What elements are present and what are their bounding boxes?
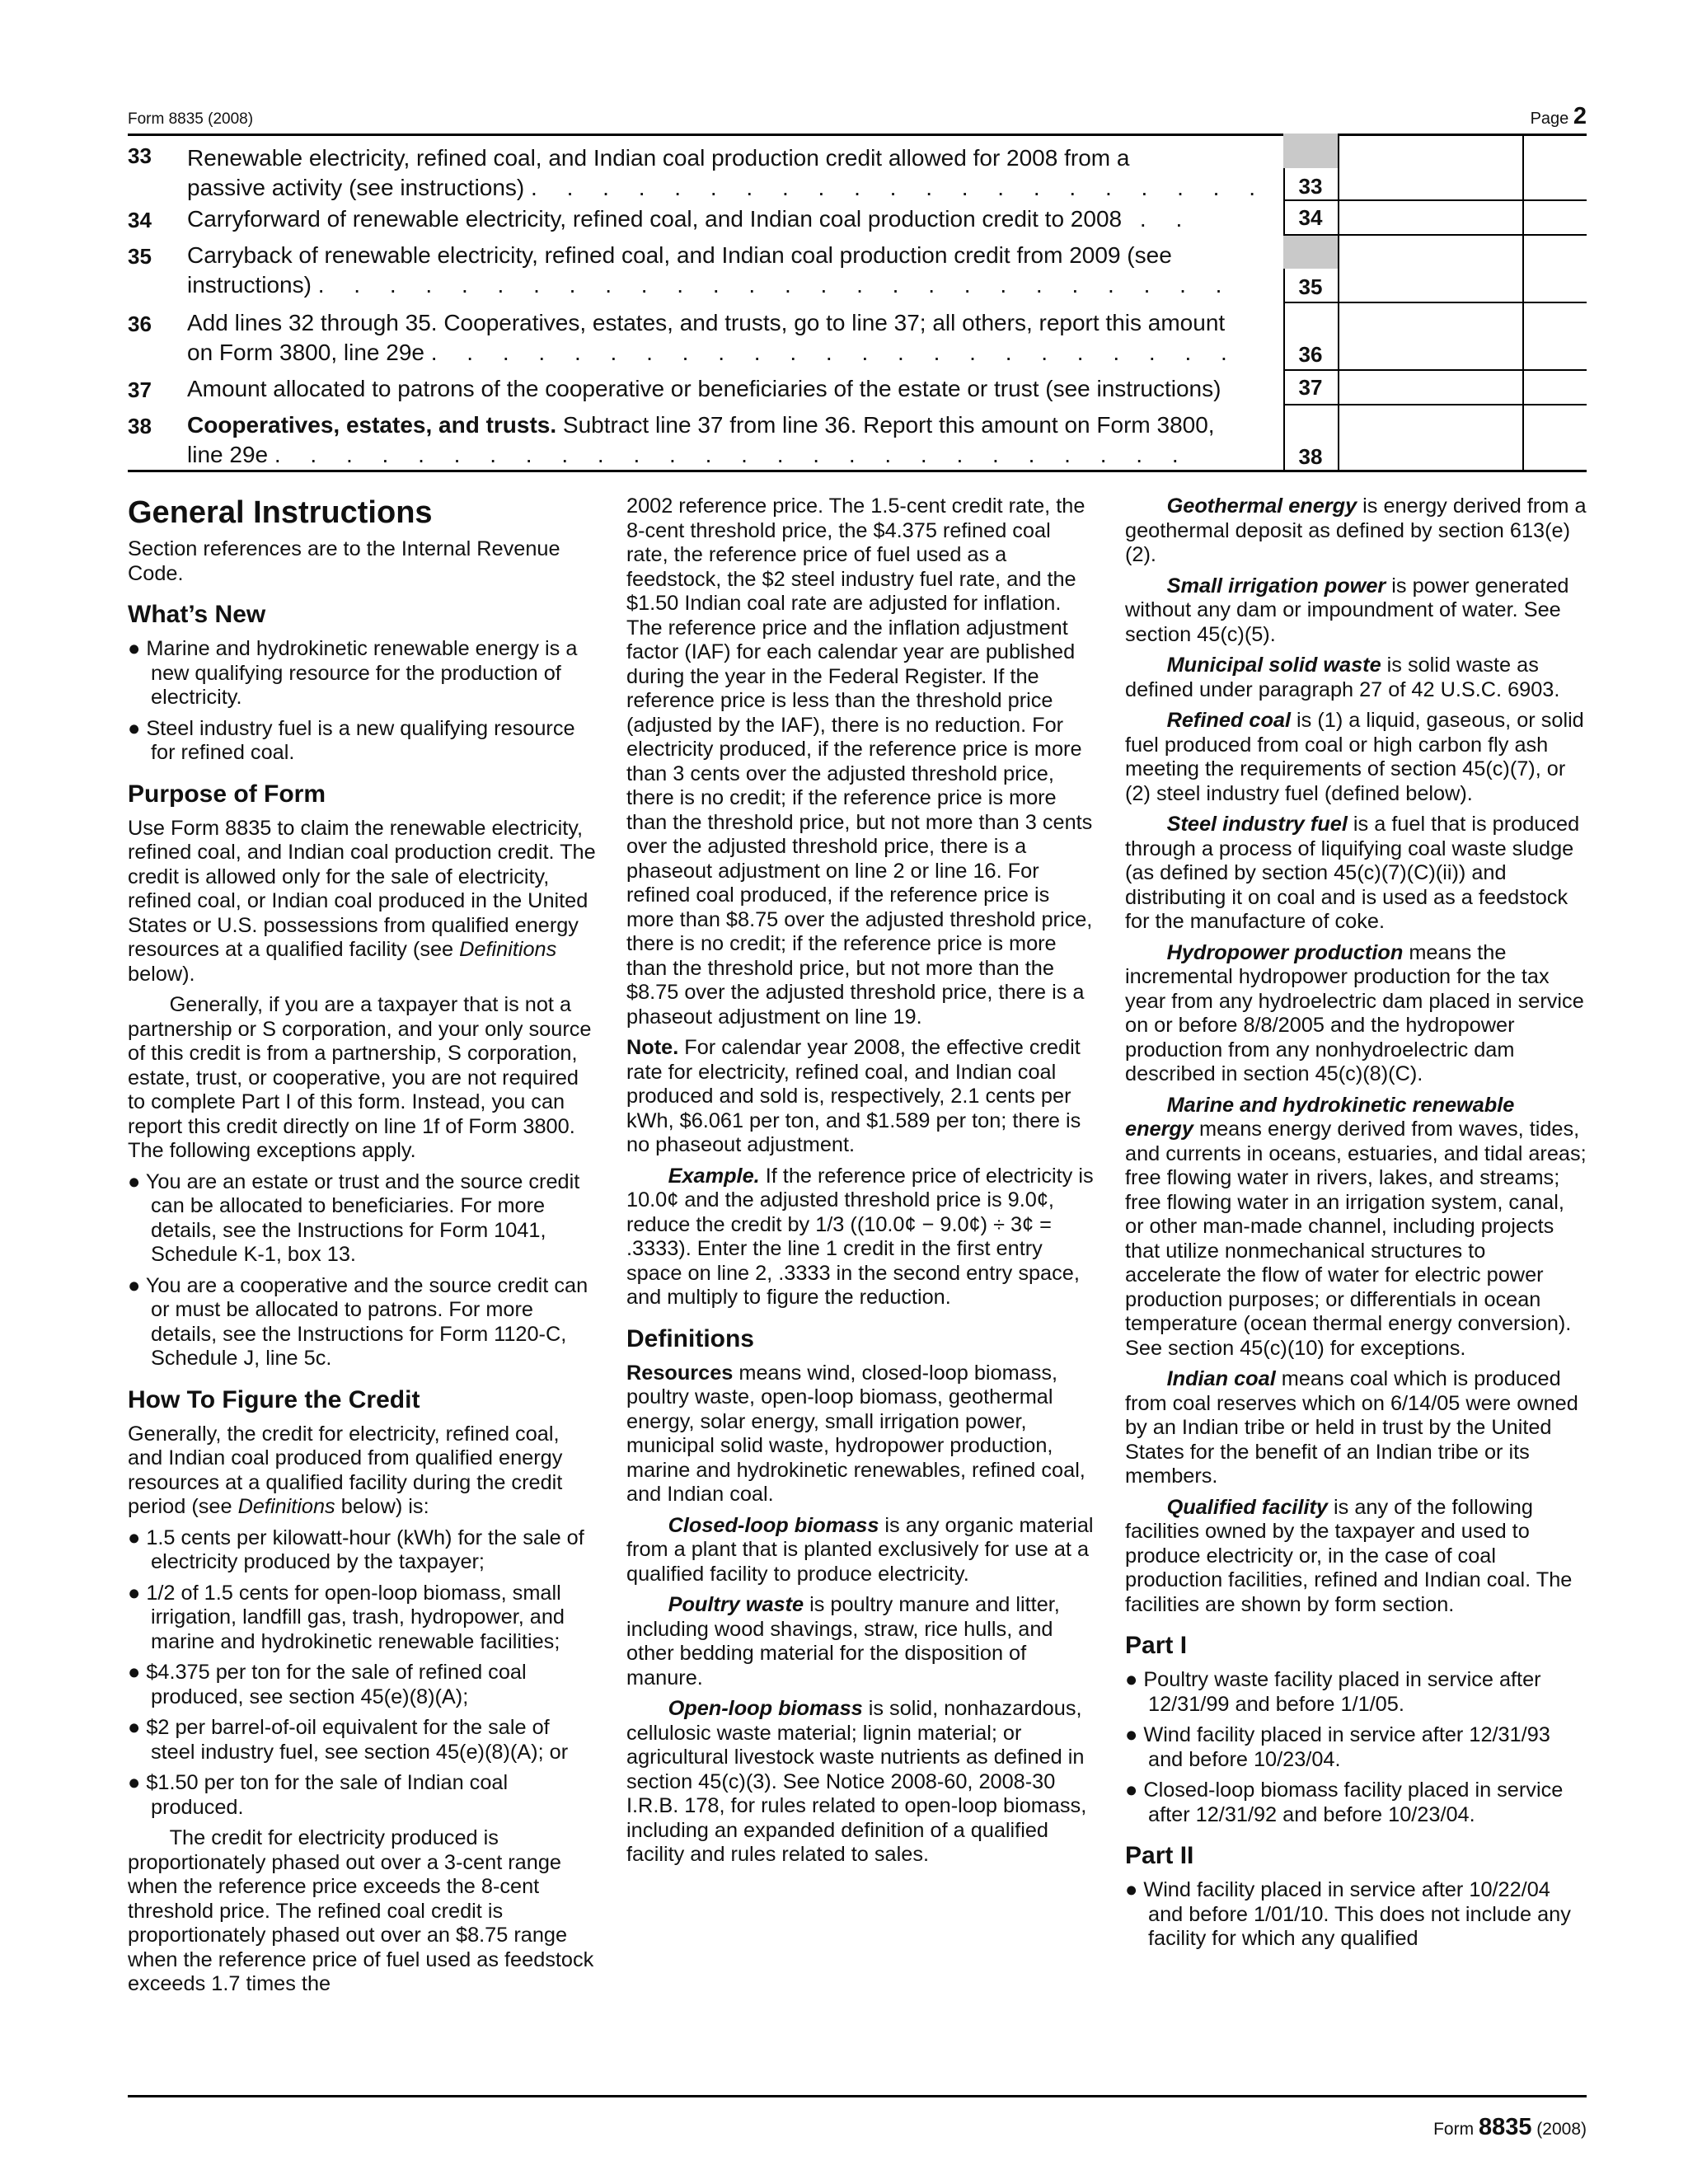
line-box-34: 34 — [1283, 201, 1338, 236]
definitions-heading: Definitions — [626, 1324, 754, 1352]
line-box-38: 38 — [1298, 444, 1323, 469]
amount-field-36[interactable] — [1338, 303, 1587, 371]
line-number: 37 — [128, 377, 152, 402]
purpose-heading: Purpose of Form — [128, 780, 326, 808]
phaseout-text: 2002 reference price. The 1.5-cent credit rate, the 8-cent threshold price, the $4.375 refined coal rate, the reference price of fuel used as a feedstock, the $2 steel industry fuel rate, and the $1.50 Indian coal rate are adjusted for inflation. The reference price and the inflation adjustment factor (IAF) for each calendar year are published during the year in the Federal Register. If the reference price is less than the threshold price (adjusted by the IAF), there is no reduction. For electricity produced, if the reference price is more than 3 cents over the adjusted threshold price, there is no credit; if the reference price is more than the threshold price, but not more than 3 cents over the adjusted threshold price, there is a phaseout adjustment on line 2 or line 16. For refined coal produced, if the reference price is more than $8.75 over the adjusted threshold price, there is no credit; if the reference price is more than the threshold price, but not more than the $8.75 over the adjusted threshold price, there is a phaseout adjustment on line 19. — [626, 494, 1093, 1029]
whats-new-item: ● Marine and hydrokinetic renewable energy is a new qualifying resource for the production of electricity. — [128, 637, 578, 709]
line-text: Renewable electricity, refined coal, and Indian coal production credit allowed for 2008 from a passive activity (see instructions) . . . . . . . . . . . . . . . . . . . . . — [187, 145, 1267, 200]
definition-steel-fuel: Steel industry fuel is a fuel that is produced through a process of liquifying coal waste sludge (as defined by section 45(c)(7)(C)(ii)) and distributing it on coal and is used as a feedstock for the manufacture of coke. — [1125, 813, 1580, 933]
part-i-item: ● Poultry waste facility placed in service after 12/31/99 and before 1/1/05. — [1125, 1668, 1541, 1716]
definition-closed-loop: Closed-loop biomass is any organic material from a plant that is planted exclusively for use at a qualified facility to produce electricity. — [626, 1513, 1094, 1586]
part-ii-heading: Part II — [1125, 1842, 1194, 1869]
shaded-cell — [1283, 134, 1338, 168]
credit-rate-item: ● 1.5 cents per kilowatt-hour (kWh) for the sale of electricity produced by the taxpayer; — [128, 1526, 584, 1573]
part-i-item: ● Closed-loop biomass facility placed in service after 12/31/92 and before 10/23/04. — [1125, 1779, 1564, 1826]
definition-hydropower: Hydropower production means the incremental hydropower production for the tax year from any hydroelectric dam placed in service on or before 8/8/2005 and the hydropower production from any nonhydroelectric dam described in section 45(c)(8)(C). — [1125, 940, 1584, 1085]
amount-field-38[interactable] — [1338, 405, 1587, 470]
part-i-heading: Part I — [1125, 1632, 1188, 1659]
exception-item: ● You are a cooperative and the source credit can or must be allocated to patrons. For more details, see the Instructions for Form 1120-C, Schedule J, line 5c. — [128, 1273, 588, 1370]
footer-form-label: Form 8835 (2008) — [1433, 2114, 1587, 2140]
page-number-label: Page 2 — [1530, 103, 1587, 129]
line-text: Cooperatives, estates, and trusts. Subtract line 37 from line 36. Report this amount on Form 3800, line 29e . . . . . . . . . . . . . . . . . . . . . . . . . . — [187, 412, 1215, 467]
definition-qualified-facility: Qualified facility is any of the following facilities owned by the taxpayer and used to produce electricity or, in the case of coal production facilities, refined and Indian coal. The facilities are shown by form section. — [1125, 1495, 1573, 1616]
credit-rate-item: ● $2 per barrel-of-oil equivalent for the sale of steel industry fuel, see section 45(e)(8)(A); or — [128, 1716, 569, 1764]
whats-new-item: ● Steel industry fuel is a new qualifying resource for refined coal. — [128, 716, 575, 764]
figure-text: The credit for electricity produced is proportionately phased out over a 3-cent range when the reference price exceeds the 8-cent threshold price. The refined coal credit is proportionately phased out over an $8.75 range when the reference price of fuel used as feedstock exceeds 1.7 times the — [128, 1826, 594, 1995]
amount-field-34[interactable] — [1338, 201, 1587, 236]
amount-field-35[interactable] — [1338, 236, 1587, 303]
line-text: Carryback of renewable electricity, refined coal, and Indian coal production credit from 2009 (see instructions) . . . . . . . . . . . . . . . . . . . . . . . . . . — [187, 242, 1234, 298]
definition-small-irrigation: Small irrigation power is power generated without any dam or impoundment of water. See section 45(c)(5). — [1125, 574, 1569, 646]
part-i-item: ● Wind facility placed in service after 12/31/93 and before 10/23/04. — [1125, 1723, 1550, 1771]
line-text: Carryforward of renewable electricity, refined coal, and Indian coal production credit to 2008 . . — [187, 206, 1194, 232]
exception-item: ● You are an estate or trust and the source credit can be allocated to beneficiaries. For more details, see the Instructions for Form 1041, Schedule K-1, box 13. — [128, 1169, 580, 1266]
definition-resources: Resources means wind, closed-loop biomass, poultry waste, open-loop biomass, geothermal energy, solar energy, small irrigation power, municipal solid waste, hydropower production, marine and hydrokinetic renewables, refined coal, and Indian coal. — [626, 1361, 1085, 1506]
definition-indian-coal: Indian coal means coal which is produced from coal reserves which on 6/14/05 were owned by an Indian tribe or held in trust by the United States for the benefit of an Indian tribe or its members. — [1125, 1367, 1578, 1488]
column-1 — [128, 494, 598, 2004]
purpose-text: Use Form 8835 to claim the renewable electricity, refined coal, and Indian coal production credit. The credit is allowed only for the sale of electricity, refined coal, or Indian coal produced in the United States or U.S. possessions from qualified energy resources at a qualified facility (see Definitions below). — [128, 816, 596, 986]
line-number: 35 — [128, 244, 152, 269]
line-text: Add lines 32 through 35. Cooperatives, estates, and trusts, go to line 37; all others, report this amount on Form 3800, line 29e . . . . . . . . . . . . . . . . . . . . . . . — [187, 310, 1239, 365]
line-number: 36 — [128, 312, 152, 336]
general-instructions-heading: General Instructions — [128, 495, 433, 530]
form-lines — [128, 134, 1587, 472]
definition-poultry-waste: Poultry waste is poultry manure and litter, including wood shavings, straw, rice hulls, and other bedding material for the disposition of manure. — [626, 1593, 1060, 1690]
line-box-35: 35 — [1283, 269, 1338, 303]
credit-rate-item: ● $4.375 per ton for the sale of refined coal produced, see section 45(e)(8)(A); — [128, 1661, 527, 1708]
page-header — [128, 99, 1587, 136]
line-number: 38 — [128, 414, 152, 438]
form-year-label: Form 8835 (2008) — [128, 110, 254, 128]
line-box-33: 33 — [1283, 168, 1338, 201]
amount-field-33[interactable] — [1338, 134, 1587, 201]
shaded-cell — [1283, 236, 1338, 269]
definition-refined-coal: Refined coal is (1) a liquid, gaseous, or solid fuel produced from coal or high carbon fly ash meeting the requirements of section 45(c)(7), or (2) steel industry fuel (defined below). — [1125, 709, 1584, 805]
purpose-text: Generally, if you are a taxpayer that is not a partnership or S corporation, and your only source of this credit is from a partnership, S corporation, estate, trust, or cooperative, you are not required to complete Part I of this form. Instead, you can report this credit directly on line 1f of Form 3800. The following exceptions apply. — [128, 993, 592, 1162]
page-footer — [128, 2095, 1587, 2147]
definition-open-loop: Open-loop biomass is solid, nonhazardous, cellulosic waste material; lignin material; or agricultural livestock waste nutrients as defined in section 45(c)(3). See Notice 2008-60, 2008-30 I.R.B. 178, for rules related to open-loop biomass, including an expanded definition of a qualified facility and rules related to sales. — [626, 1697, 1087, 1866]
column-2 — [626, 494, 1095, 1874]
definition-geothermal: Geothermal energy is energy derived from a geothermal deposit as defined by section 613(e)(2). — [1125, 494, 1587, 566]
column-3 — [1125, 494, 1587, 1958]
intro-text: Section references are to the Internal Revenue Code. — [128, 537, 560, 585]
definition-municipal-waste: Municipal solid waste is solid waste as defined under paragraph 27 of 42 U.S.C. 6903. — [1125, 654, 1560, 701]
amount-field-37[interactable] — [1338, 371, 1587, 405]
note-text: Note. For calendar year 2008, the effective credit rate for electricity, refined coal, and Indian coal produced and sold is, respectively, 2.1 cents per kWh, $6.061 per ton, and $1.589 per ton; there is no phaseout adjustment. — [626, 1036, 1081, 1156]
line-box-37: 37 — [1283, 371, 1338, 405]
line-number: 33 — [128, 143, 152, 168]
definition-marine-hydrokinetic: Marine and hydrokinetic renewable energy means energy derived from waves, tides, and currents in oceans, estuaries, and tidal areas; free flowing water in rivers, lakes, and streams; free flowing water in an irrigation system, canal, or other man-made channel, including projects that utilize nonmechanical structures to accelerate the flow of water for electric power production purposes; or differentials in ocean temperature (ocean thermal energy conversion). See section 45(c)(10) for exceptions. — [1125, 1093, 1587, 1360]
part-ii-item: ● Wind facility placed in service after 10/22/04 and before 1/01/10. This does not include any facility for which any qualified — [1125, 1878, 1571, 1950]
credit-rate-item: ● 1/2 of 1.5 cents for open-loop biomass, small irrigation, landfill gas, trash, hydropower, and marine and hydrokinetic renewable facilities; — [128, 1581, 565, 1653]
line-box-36: 36 — [1283, 336, 1338, 371]
line-number: 34 — [128, 208, 152, 232]
figure-text: Generally, the credit for electricity, refined coal, and Indian coal produced from qualified energy resources at a qualified facility during the credit period (see Definitions below) is: — [128, 1422, 563, 1518]
form-page — [128, 99, 1587, 2159]
how-to-figure-heading: How To Figure the Credit — [128, 1385, 420, 1413]
credit-rate-item: ● $1.50 per ton for the sale of Indian coal produced. — [128, 1771, 509, 1819]
example-text: Example. If the reference price of electricity is 10.0¢ and the adjusted threshold price is 9.0¢, reduce the credit by 1/3 ((10.0¢ − 9.0¢) ÷ 3¢ = .3333). Enter the line 1 credit in the first entry space on line 2, .3333 in the second entry space, and multiply to figure the reduction. — [626, 1164, 1094, 1309]
whats-new-heading: What’s New — [128, 601, 266, 628]
line-text: Amount allocated to patrons of the cooperative or beneficiaries of the estate or trust (see instructions) — [187, 376, 1221, 401]
